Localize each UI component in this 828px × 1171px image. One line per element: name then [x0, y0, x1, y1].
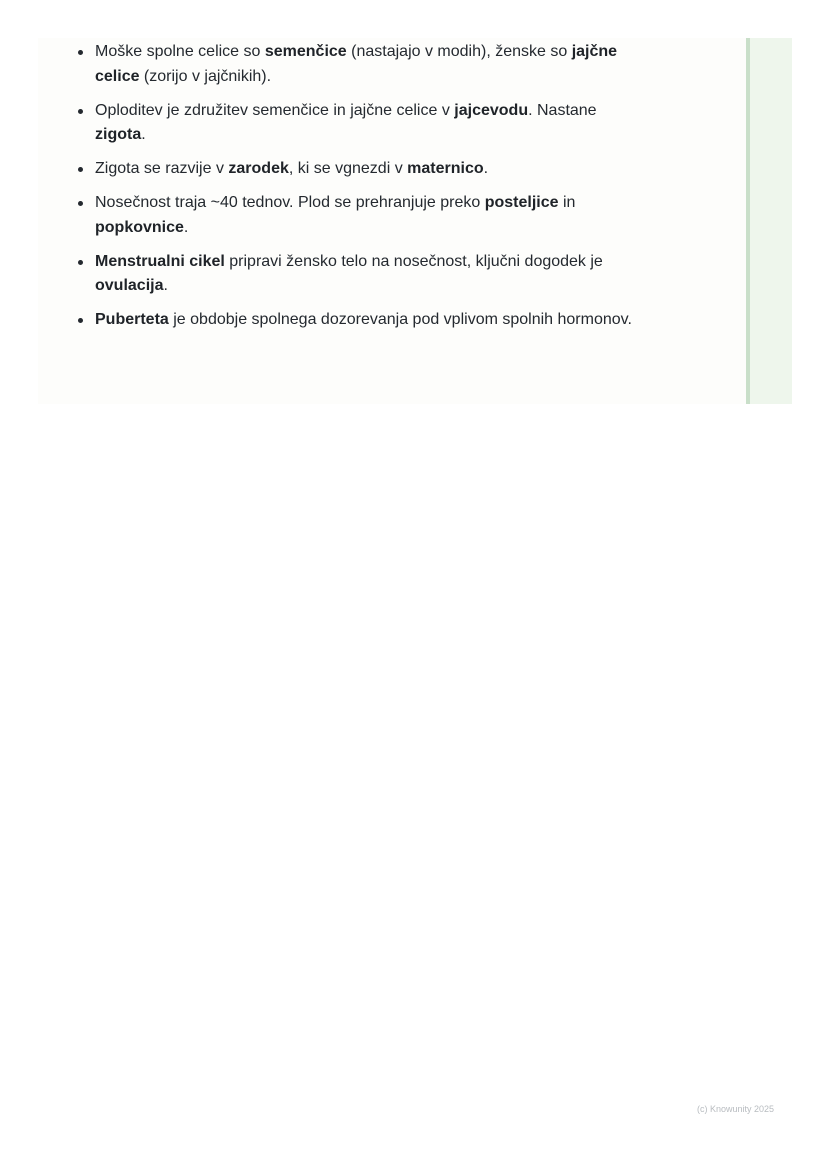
item-text: . Nastane [528, 101, 597, 119]
item-text: . [483, 160, 489, 177]
item-bold: zarodek [228, 160, 289, 177]
item-bold: popkovnice [95, 218, 184, 236]
list-item [95, 191, 635, 240]
item-bold: jajcevodu [454, 101, 529, 119]
item-text: je obdobje spolnega dozorevanja pod vplivom spolnih hormonov. [168, 311, 632, 328]
list-item [95, 308, 635, 333]
item-text: Zigota se razvije v [95, 160, 229, 177]
item-bold: posteljice [484, 194, 559, 211]
summary-list [95, 40, 635, 342]
item-bold: Menstrualni cikel [95, 252, 225, 270]
list-item [95, 40, 635, 89]
list-item [95, 157, 635, 182]
item-text: pripravi žensko telo na nosečnost, ključni dogodek je [224, 252, 603, 270]
item-bold: Puberteta [95, 311, 169, 328]
item-text: . [141, 126, 146, 143]
item-text: in [558, 194, 576, 211]
item-text: . [163, 277, 168, 294]
list-item [95, 99, 635, 148]
item-bold: jajčne celice [95, 43, 618, 85]
side-panel [750, 38, 792, 404]
item-bold: ovulacija [95, 277, 164, 294]
item-bold: semenčice [264, 43, 347, 60]
item-text: Oploditev je združitev semenčice in jajčne celice v [95, 101, 455, 119]
item-text: (nastajajo v modih), ženske so [346, 43, 572, 60]
list-item [95, 250, 635, 299]
item-text: Moške spolne celice so [95, 43, 265, 60]
item-text: , ki se vgnezdi v [288, 160, 408, 177]
item-text: Nosečnost traja ~40 tednov. Plod se prehranjuje preko [95, 194, 485, 211]
copyright-footer: (c) Knowunity 2025 [696, 1104, 774, 1114]
item-text: . [183, 218, 189, 236]
item-text: (zorijo v jajčnikih). [139, 67, 272, 85]
item-bold: maternico [407, 160, 484, 177]
item-bold: zigota [95, 126, 142, 143]
